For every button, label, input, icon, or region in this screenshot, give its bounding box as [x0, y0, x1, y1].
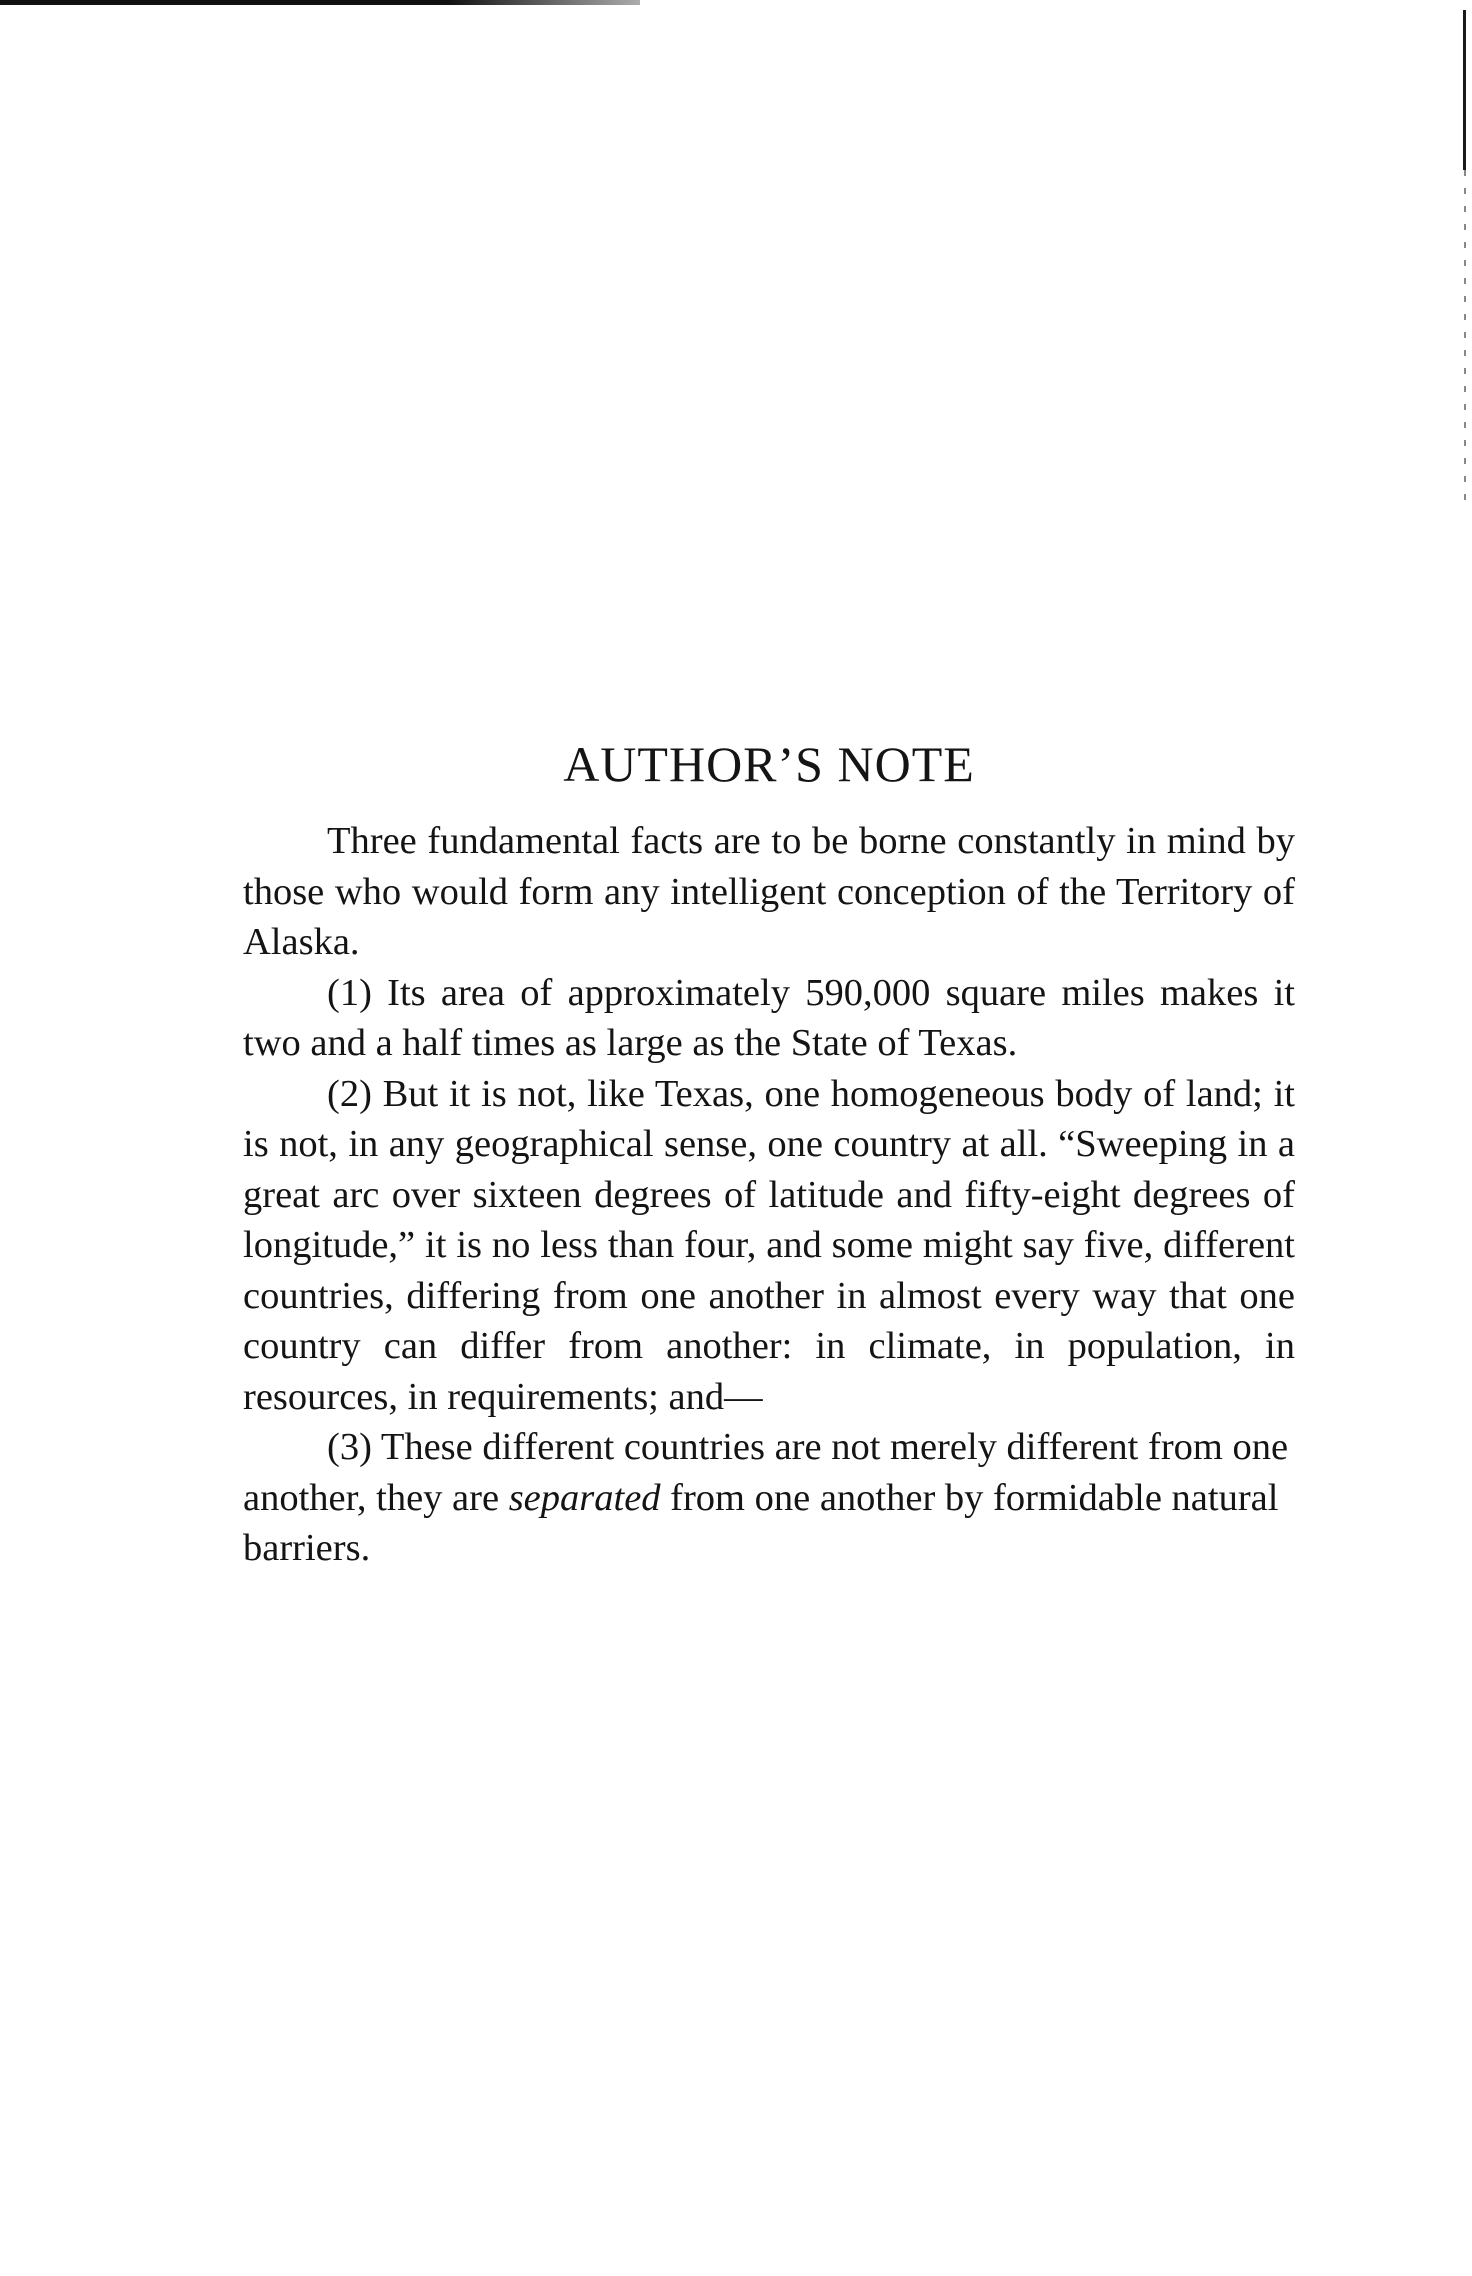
right-scan-edge-faint	[1464, 170, 1466, 500]
paragraph-fact-3-emphasis: separated	[508, 1476, 661, 1519]
paragraph-fact-2: (2) But it is not, like Texas, one homogeneous body of land; it is not, in any geographical sense, one country at all. “Sweeping in a great arc over sixteen degrees of latitude and fifty-eight degrees of longitude,” it is no less than four, and some might say five, different countries, differing from one another in almost every way that one country can differ from another: in climate, in population, in resources, in requirements; and—	[243, 1072, 1295, 1418]
paragraph-fact-1: (1) Its area of approximately 590,000 square miles makes it two and a half times as large as the State of Texas.	[243, 971, 1295, 1064]
paragraph-fact-3-before: (3) These different countries are not merely different from one another, they are	[243, 1426, 1289, 1519]
paragraph-intro: Three fundamental facts are to be borne constantly in mind by those who would form any intelligent conception of the Territory of Alaska.	[243, 820, 1295, 963]
right-scan-edge	[1463, 10, 1466, 170]
paragraph-fact-3	[243, 1422, 1295, 1574]
page-title: AUTHOR’S NOTE	[563, 736, 975, 792]
paragraph-fact-3-after: from one another by formidable natural barriers.	[243, 1476, 1279, 1569]
authors-note	[243, 734, 1295, 1574]
top-scan-rule	[0, 0, 640, 5]
